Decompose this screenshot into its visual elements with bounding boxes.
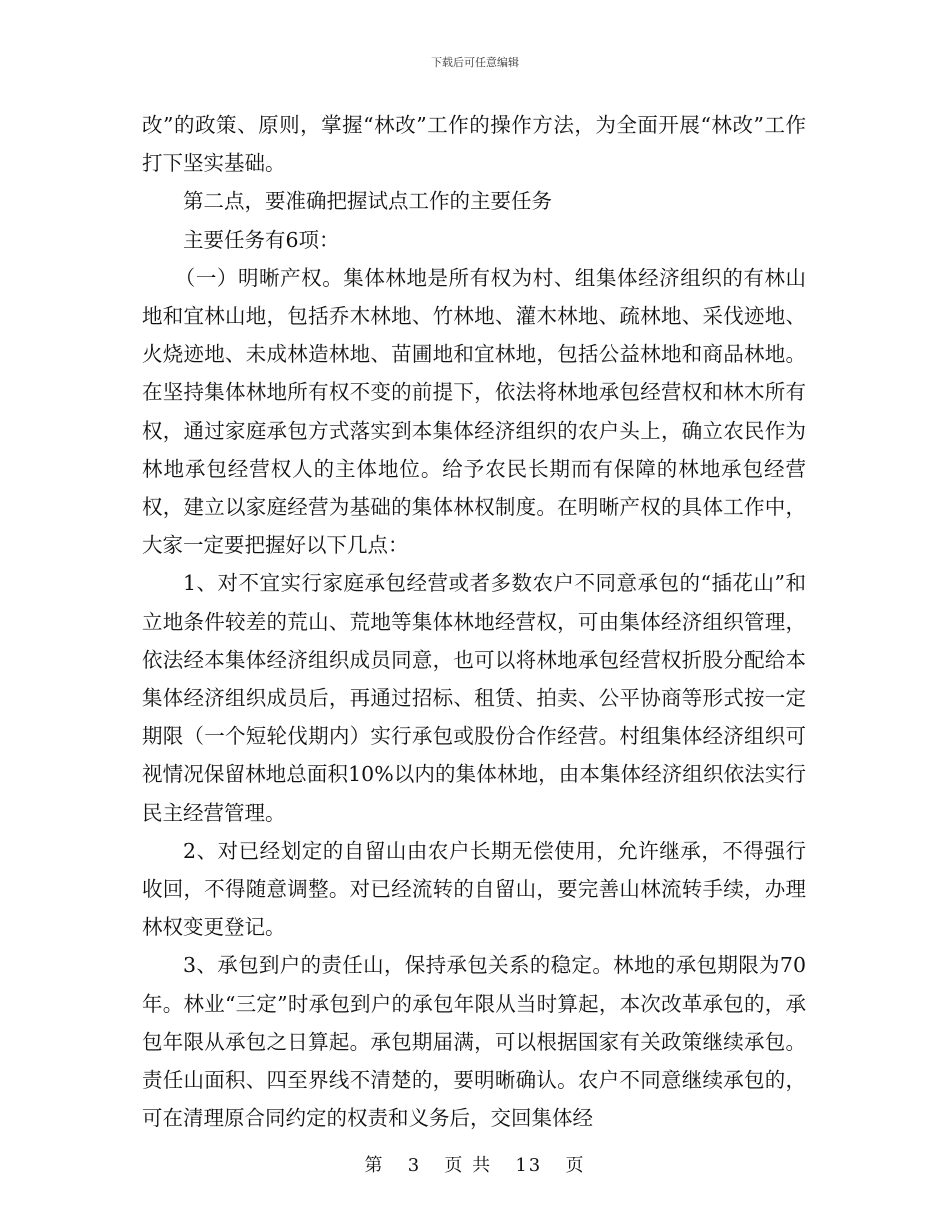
paragraph-task-count: 主要任务有6项： [183, 227, 340, 252]
paragraph-clarify-property: （一）明晰产权。集体林地是所有权为村、组集体经济组织的有林山地和宜林山地，包括乔木林地、竹林地、灌木林地、疏林地、采伐迹地、火烧迹地、未成林造林地、苗圃地和宜林地，包括公益林地和商品林地。在坚持集体林地所有权不变的前提下，依法将林地承包经营权和林木所有权，通过家庭承包方式落实到本集体经济组织的农户头上，确立农民作为林地承包经营权人的主体地位。给予农民长期而有保障的林地承包经营权，建立以家庭经营为基础的集体林权制度。在明晰产权的具体工作中，大家一定要把握好以下几点： [142, 265, 806, 558]
paragraph-point-two: 第二点，要准确把握试点工作的主要任务 [183, 189, 552, 214]
paragraph-item-1: 1、对不宜实行家庭承包经营或者多数农户不同意承包的“插花山”和立地条件较差的荒山、荒地等集体林地经营权，可由集体经济组织管理，依法经本集体经济组织成员同意，也可以将林地承包经营权折股分配给本集体经济组织成员后，再通过招标、租赁、拍卖、公平协商等形式按一定期限（一个短轮伐期内）实行承包或股份合作经营。村组集体经济组织可视情况保留林地总面积10%以内的集体林地，由本集体经济组织依法实行民主经营管理。 [142, 571, 806, 825]
paragraph-item-3: 3、承包到户的责任山，保持承包关系的稳定。林地的承包期限为70年。林业“三定”时承包到户的承包年限从当时算起，本次改革承包的，承包年限从承包之日算起。承包期届满，可以根据国家有关政策继续承包。责任山面积、四至界线不清楚的，要明晰确认。农户不同意继续承包的，可在清理原合同约定的权责和义务后，交回集体经 [142, 953, 806, 1131]
paragraph-item-2: 2、对已经划定的自留山由农户长期无偿使用，允许继承，不得强行收回，不得随意调整。对已经流转的自留山，要完善山林流转手续，办理林权变更登记。 [142, 838, 806, 940]
page-prefix: 第 [364, 1155, 385, 1176]
page-current: 3 [407, 1155, 422, 1176]
page-total: 13 [515, 1155, 543, 1176]
paragraph-continuation: 改”的政策、原则，掌握“林改”工作的操作方法，为全面开展“林改”工作打下坚实基础。 [142, 113, 806, 176]
page-middle: 页 共 [444, 1155, 493, 1176]
page-suffix: 页 [565, 1155, 586, 1176]
document-body [142, 106, 806, 1137]
page-header-note: 下载后可任意编辑 [431, 56, 519, 69]
page-number-footer [0, 1151, 950, 1177]
